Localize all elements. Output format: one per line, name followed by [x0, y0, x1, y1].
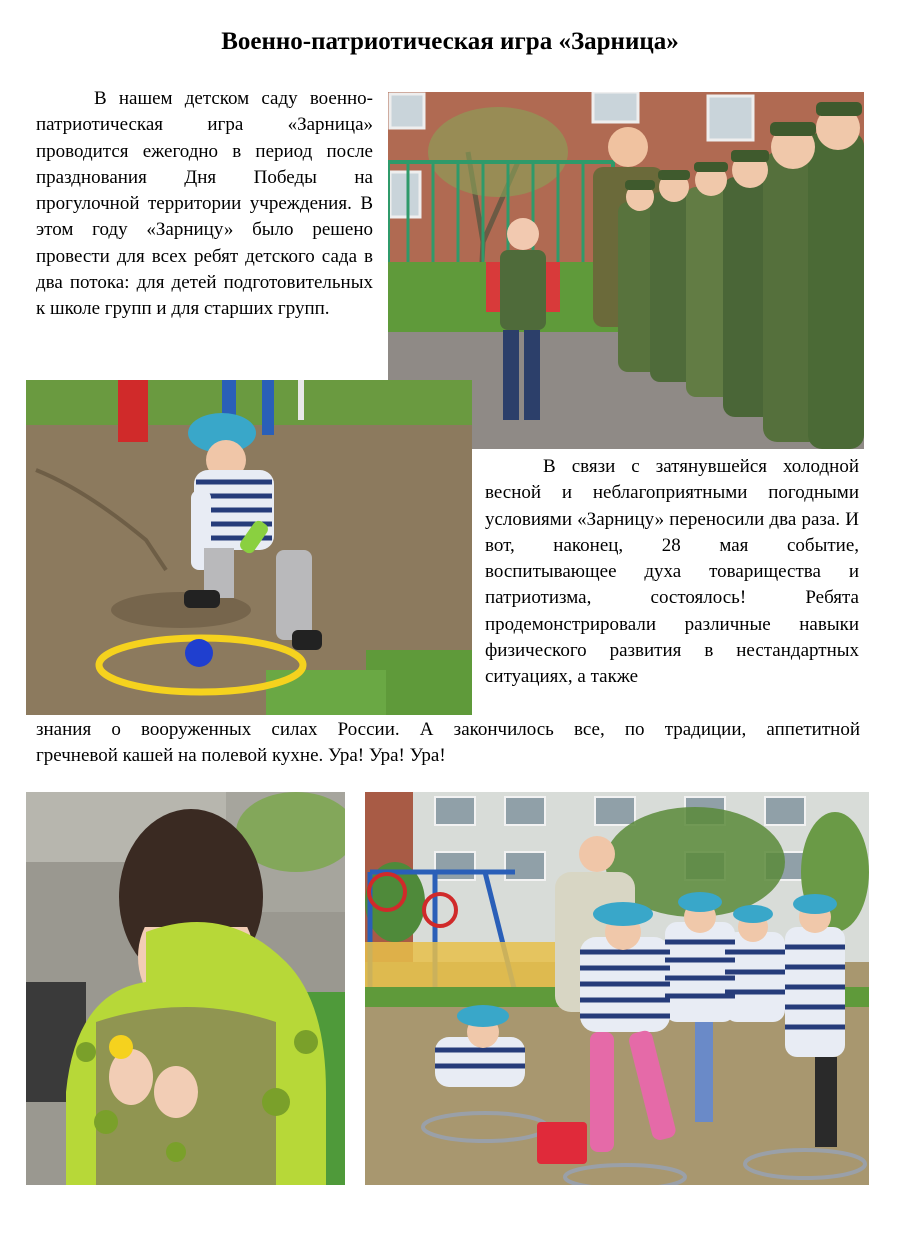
closing-paragraph: [36, 717, 860, 770]
intro-paragraph: В нашем детском саду военно-патриотическая игра «Зарница» проводится ежегодно в период после празднования Дня Победы на прогулочной территории учреждения. В этом году «Зарницу» было решено провести для всех ребят детского сада в два потока: для детей подготовительных к школе групп и для старших групп.: [36, 88, 373, 320]
closing-line-2: гречневой кашей на полевой кухне. Ура! Ура! Ура!: [36, 745, 446, 767]
children-race-photo: [365, 792, 869, 1185]
event-paragraph: В связи с затянувшейся холодной весной и неблагоприятными погодными условиями «Зарницу» переносили два раза. И вот, наконец, 28 мая событие, воспитывающее духа товарищества и патриотизма, состоялось! Ребята продемонстрировали различные навыки физического развития в нестандартных ситуациях, а также: [485, 456, 859, 688]
girl-flower-photo: [26, 792, 345, 1185]
page-title: Военно-патриотическая игра «Зарница»: [221, 28, 679, 55]
boy-ball-hoop-photo: [26, 380, 472, 715]
closing-line-1: знания о вооруженных силах России. А закончилось все, по традиции, аппетитной: [36, 719, 860, 740]
